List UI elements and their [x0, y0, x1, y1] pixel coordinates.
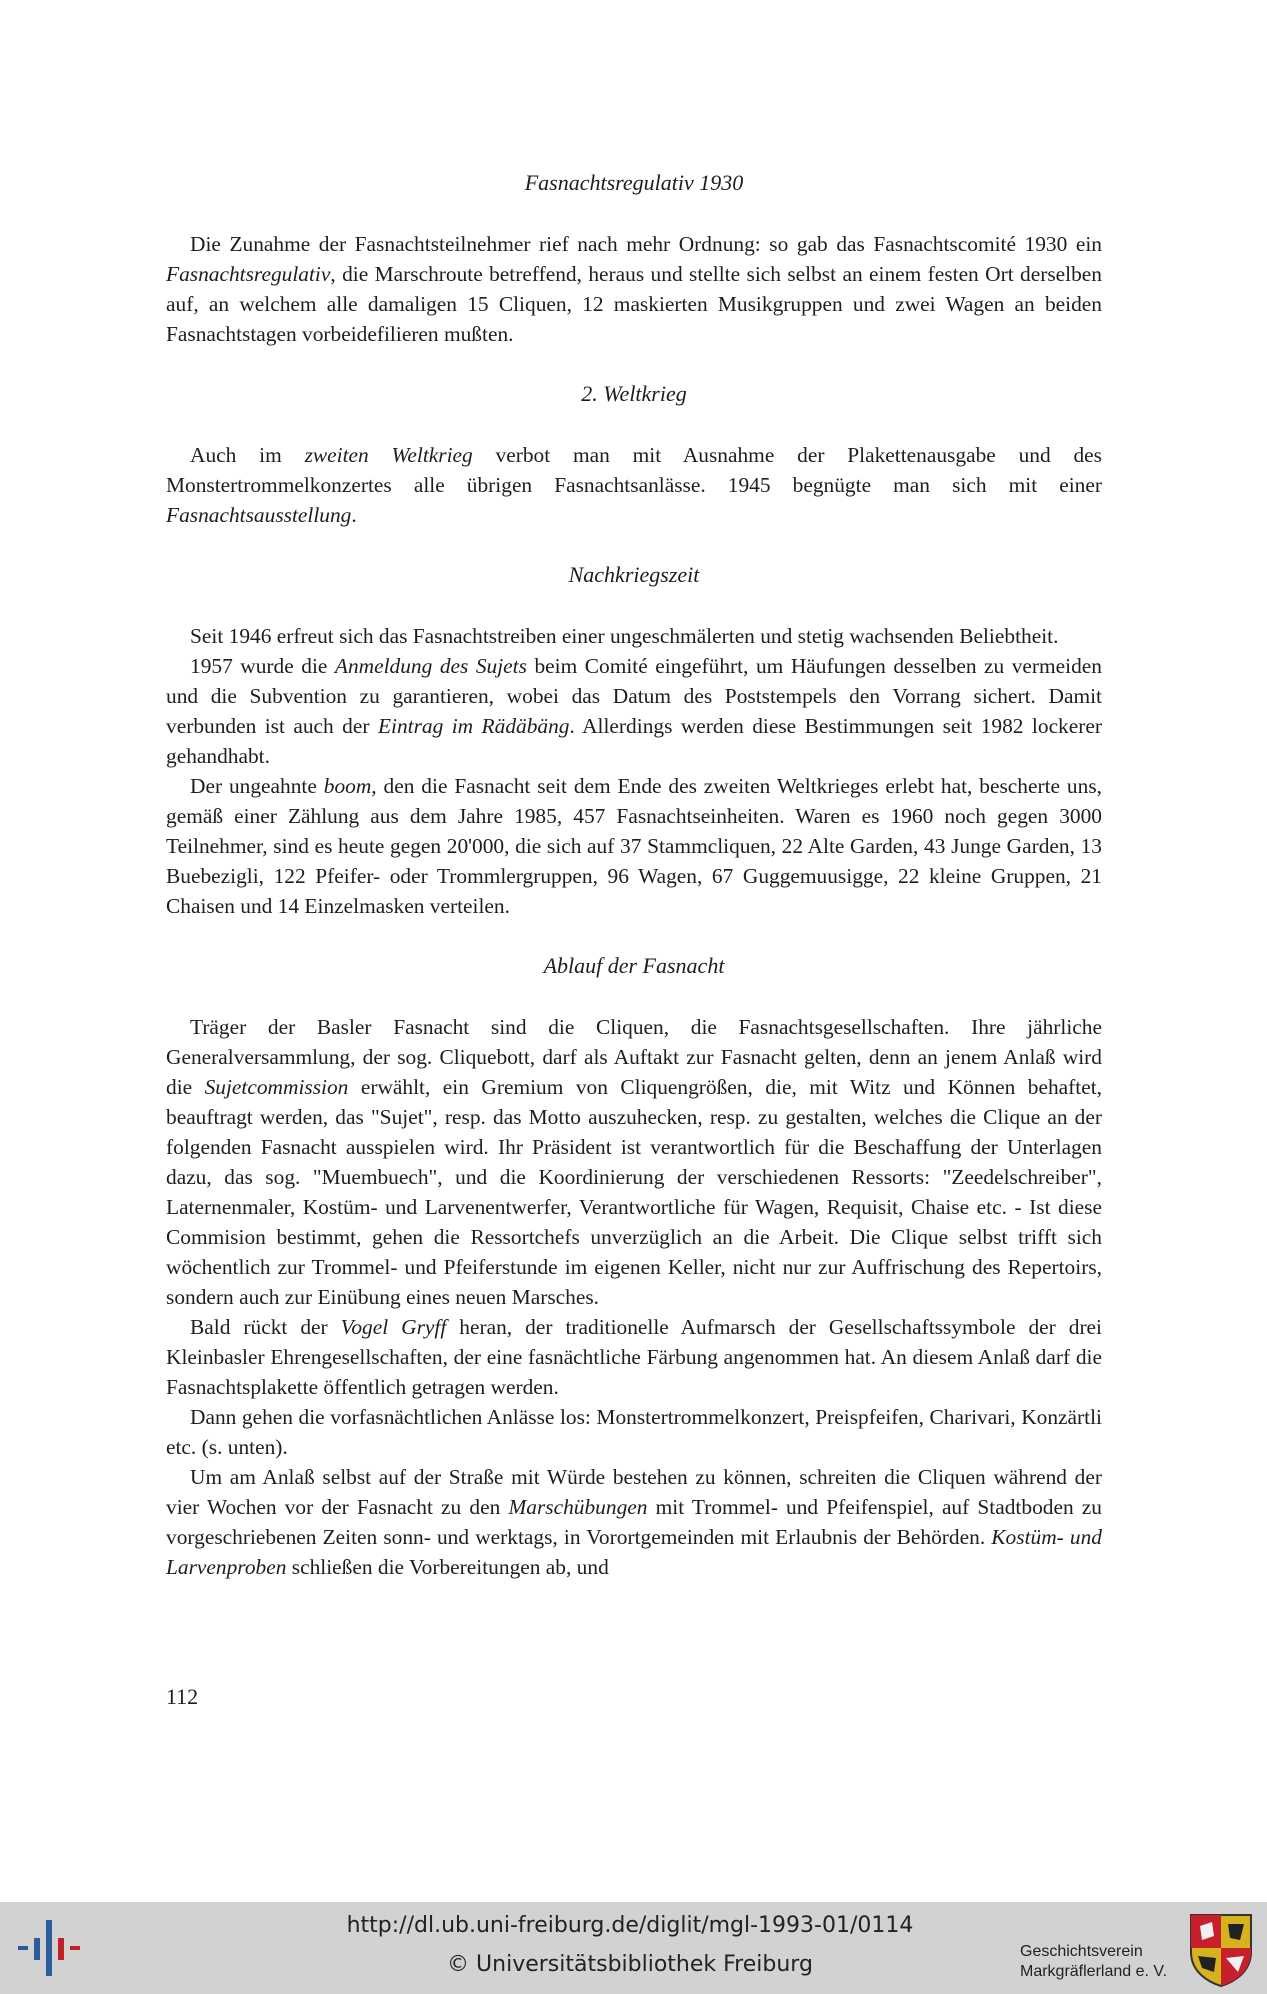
copyright-notice: © Universitätsbibliothek Freiburg — [447, 1952, 813, 1977]
body-paragraph — [166, 621, 1102, 651]
coat-of-arms-icon[interactable] — [1188, 1912, 1254, 1988]
body-paragraph — [166, 1312, 1102, 1402]
heading-spacer — [166, 981, 1102, 1012]
text-run: 1957 wurde die — [190, 654, 335, 678]
body-paragraph — [166, 651, 1102, 771]
body-paragraph — [166, 1012, 1102, 1312]
text-run: . — [351, 503, 357, 527]
section-heading: Fasnachtsregulativ 1930 — [524, 170, 744, 195]
section-heading: Ablauf der Fasnacht — [543, 953, 725, 978]
text-run: . Allerdings werden diese Bestimmungen seit 1982 lockerer gehandhabt. — [166, 714, 1102, 768]
text-run: Um am Anlaß selbst auf der Straße mit Würde bestehen zu können, schreiten die Cliquen während der vier Wochen vor der Fasnacht zu den — [166, 1465, 1102, 1519]
text-run: Seit 1946 erfreut sich das Fasnachtstreiben einer ungeschmälerten und stetig wachsenden Beliebtheit. — [190, 624, 1059, 648]
body-paragraph — [166, 1402, 1102, 1462]
page-content — [166, 168, 1102, 1582]
society-name — [1020, 1942, 1167, 1982]
text-run: Bald rückt der — [190, 1315, 341, 1339]
text-run: erwählt, ein Gremium von Cliquengrößen, die, mit Witz und Können behaftet, beauftragt werden, das "Sujet", resp. das Motto auszuhecken, resp. zu gestalten, welches die Clique an der folgenden Fasnacht ausspielen wird. Ihr Präsident ist verantwortlich für die Beschaffung der Unterlagen dazu, das sog. "Muembuech", und die Koordinierung der verschiedenen Ressorts: "Zeedelschreiber", Laternenmaler, Kostüm- und Larvenentwerfer, Verantwortliche für Wagen, Requisit, Chaise etc. - Ist diese Commision bestimmt, gehen die Ressortchefs unverzüglich an die Arbeit. Die Clique selbst trifft sich wöchentlich zur Trommel- und Pfeiferstunde im eigenen Keller, nicht nur zur Auffrischung des Repertoirs, sondern auch zur Einübung eines neuen Marsches. — [166, 1075, 1102, 1309]
emphasized-text: Fasnachtsausstellung — [166, 503, 352, 527]
text-run: mit Trommel- und Pfeifenspiel, auf Stadtboden zu vorgeschriebenen Zeiten sonn- und werktags, in Vorortgemeinden mit Erlaubnis der Behörden. — [166, 1495, 1102, 1549]
text-run: beim Comité eingeführt, um Häufungen desselben zu vermeiden und die Subvention zu garantieren, wobei das Datum des Poststempels den Vorrang sichert. Damit verbunden ist auch der — [166, 654, 1102, 738]
emphasized-text: boom — [323, 774, 372, 798]
emphasized-text: Eintrag im Rädäbäng — [377, 714, 570, 738]
text-run: Auch im — [190, 443, 305, 467]
section-heading: 2. Weltkrieg — [581, 381, 687, 406]
page-number: 112 — [166, 1684, 199, 1709]
heading-spacer — [166, 198, 1102, 229]
section-spacer — [166, 921, 1102, 951]
emphasized-text: Sujetcommission — [204, 1075, 349, 1099]
document-url-link[interactable]: http://dl.ub.uni-freiburg.de/diglit/mgl-1993-01/0114 — [346, 1913, 914, 1938]
text-run: Der ungeahnte — [190, 774, 324, 798]
text-run: heran, der traditionelle Aufmarsch der Gesellschaftssymbole der drei Kleinbasler Ehrengesellschaften, der eine fasnächtliche Färbung angenommen hat. An diesem Anlaß darf die Fasnachtsplakette öffentlich getragen werden. — [166, 1315, 1102, 1399]
society-name-line1: Geschichtsverein — [1020, 1943, 1143, 1960]
body-paragraph — [166, 229, 1102, 349]
emphasized-text: Marschübungen — [508, 1495, 648, 1519]
university-library-logo-icon[interactable] — [14, 1916, 84, 1980]
body-paragraph — [166, 771, 1102, 921]
section-heading: Nachkriegszeit — [568, 562, 700, 587]
section-spacer — [166, 530, 1102, 560]
text-run: Dann gehen die vorfasnächtlichen Anlässe los: Monstertrommelkonzert, Preispfeifen, Charivari, Konzärtli etc. (s. unten). — [166, 1405, 1102, 1459]
text-run: , die Marschroute betreffend, heraus und stellte sich selbst an einem festen Ort derselben auf, an welchem alle damaligen 15 Cliquen, 12 maskierten Musikgruppen und zwei Wagen an beiden Fasnachtstagen vorbeidefilieren mußten. — [166, 262, 1102, 346]
text-run: Die Zunahme der Fasnachtsteilnehmer rief nach mehr Ordnung: so gab das Fasnachtscomité 1930 ein — [190, 232, 1102, 256]
text-run: Träger der Basler Fasnacht sind die Cliquen, die Fasnachtsgesellschaften. Ihre jährliche Generalversammlung, der sog. Cliquebott, darf als Auftakt zur Fasnacht gelten, denn an jenem Anlaß wird die — [166, 1015, 1102, 1099]
section-spacer — [166, 349, 1102, 379]
emphasized-text: Fasnachtsregulativ — [166, 262, 331, 286]
body-paragraph — [166, 1462, 1102, 1582]
heading-spacer — [166, 590, 1102, 621]
viewer-footer — [0, 1902, 1267, 1994]
body-paragraph — [166, 440, 1102, 530]
text-run: , den die Fasnacht seit dem Ende des zweiten Weltkrieges erlebt hat, bescherte uns, gemäß einer Zählung aus dem Jahre 1985, 457 Fasnachtseinheiten. Waren es 1960 noch gegen 3000 Teilnehmer, sind es heute gegen 20'000, die sich auf 37 Stammcliquen, 22 Alte Garden, 43 Junge Garden, 13 Buebezigli, 122 Pfeifer- oder Trommlergruppen, 96 Wagen, 67 Guggemuusigge, 22 kleine Gruppen, 21 Chaisen und 14 Einzelmasken verteilen. — [166, 774, 1102, 918]
emphasized-text: Kostüm- und Larvenproben — [166, 1525, 1102, 1579]
emphasized-text: Anmeldung des Sujets — [334, 654, 527, 678]
emphasized-text: Vogel Gryff — [340, 1315, 447, 1339]
text-run: verbot man mit Ausnahme der Plakettenausgabe und des Monstertrommelkonzertes alle übrigen Fasnachtsanlässe. 1945 begnügte man sich mit einer — [166, 443, 1102, 497]
heading-spacer — [166, 409, 1102, 440]
emphasized-text: zweiten Weltkrieg — [304, 443, 473, 467]
text-run: schließen die Vorbereitungen ab, und — [286, 1555, 609, 1579]
society-name-line2: Markgräflerland e. V. — [1020, 1963, 1168, 1980]
